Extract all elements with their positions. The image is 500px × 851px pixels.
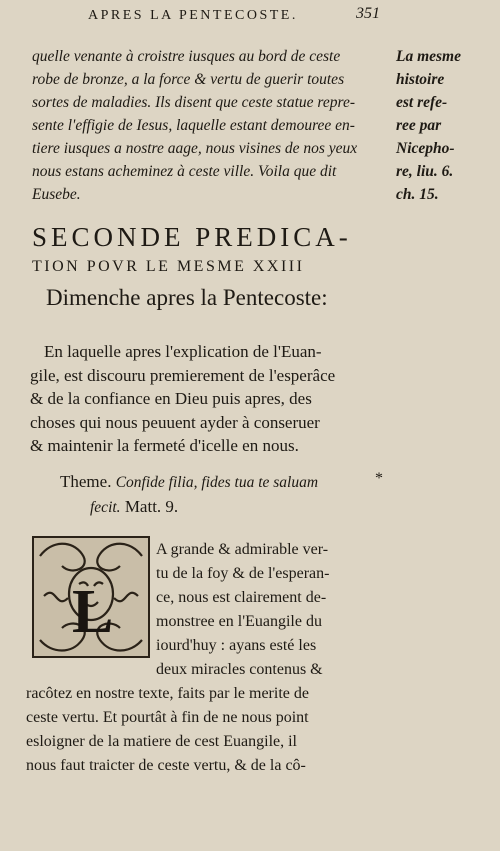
ornament-icon [32,536,150,658]
main-line: ce, nous est clairement de- [156,589,327,606]
summary-line: & de la confiance en Dieu puis apres, des [30,389,312,408]
margin-line: La mesme [396,48,461,65]
summary-line: & maintenir la fermeté d'icelle en nous. [30,436,299,455]
main-line: deux miracles contenus & [156,661,323,678]
main-line: tu de la foy & de l'esperan- [156,565,330,582]
sermon-title-line-2: TION POVR LE MESME XXIII [32,258,305,275]
text-line: nous estans acheminez à ceste ville. Voila que dit [32,163,337,180]
margin-line: ree par [396,117,442,134]
main-line: nous faut traicter de ceste vertu, & de la cô- [26,757,306,774]
margin-note [396,45,481,206]
dropcap-letter: L [72,578,114,646]
main-text-short [156,538,329,658]
summary-line: choses qui nous peuuent ayder à conseruer [30,412,320,432]
sermon-summary [30,340,470,458]
decorated-initial [32,536,150,658]
margin-line: est refe- [396,94,448,111]
text-line: robe de bronze, a la force & vertu de guerir toutes [32,71,345,88]
margin-line: re, liu. 6. [396,163,454,180]
margin-line: Nicepho- [396,140,455,157]
text-line: sente l'effigie de Iesus, laquelle estant demouree en- [32,117,355,134]
theme-label: Theme. [60,472,112,491]
margin-line: histoire [396,71,445,88]
page-number: 351 [356,5,380,22]
main-line: esloigner de la matiere de cest Euangile, il [26,733,297,750]
theme-quote-2: fecit. [90,499,121,516]
main-line: ceste vertu. Et pourtât à fin de ne nous point [26,709,309,726]
main-line: iourd'huy : ayans esté les [156,637,317,654]
text-line: tiere iusques a nostre aage, nous visines de nos yeux [32,140,358,157]
text-line: sortes de maladies. Ils disent que ceste statue repre- [32,94,355,111]
main-line: racôtez en nostre texte, faits par le merite de [26,685,309,702]
text-line: Eusebe. [32,186,81,203]
theme-verse [60,470,318,520]
main-line: A grande & admirable ver- [156,541,329,558]
sermon-title-line-1: SECONDE PREDICA- [32,222,352,252]
margin-line: ch. 15. [396,186,439,203]
top-italic-paragraph [32,45,392,206]
text-line: quelle venante à croistre iusques au bord de ceste [32,48,341,65]
main-line: monstree en l'Euangile du [156,613,322,630]
main-text-long [26,658,323,778]
theme-reference: Matt. 9. [124,497,179,516]
theme-quote-1: Confide filia, fides tua te saluam [115,474,319,491]
running-head: APRES LA PENTECOSTE. [88,8,298,23]
asterisk-icon: * [375,470,383,487]
summary-line: gile, est discouru premierement de l'esperâce [30,365,336,385]
summary-line: En laquelle apres l'explication de l'Euan- [44,342,322,361]
sermon-title-line-3: Dimenche apres la Pentecoste: [46,285,328,310]
